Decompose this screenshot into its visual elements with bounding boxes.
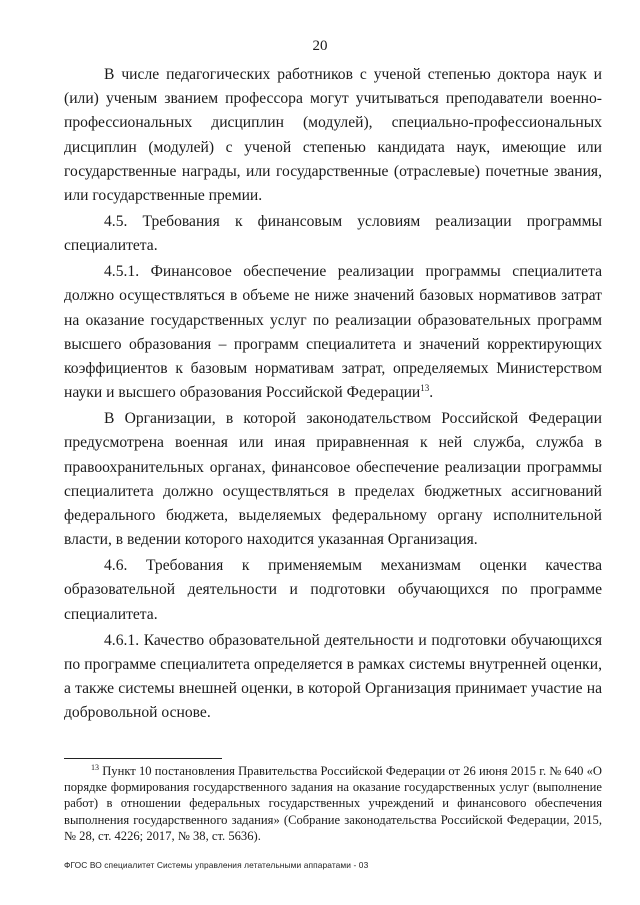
paragraph-4-5-1-text: 4.5.1. Финансовое обеспечение реализации программы специалитета должно осуществляться в объеме не ниже значений базовых нормативов затрат на оказание государственных услуг по реализации образовательных программ высшего образования – программ специалитета и значений корректирующих коэффициентов к базовым нормативам затрат, определяемых Министерством науки и высшего образования Российской Федерации [64, 263, 602, 402]
running-footer: ФГОС ВО специалитет Системы управления летательными аппаратами - 03 [64, 860, 369, 870]
page-number: 20 [312, 38, 328, 54]
heading-4-6-quality-assessment: 4.6. Требования к применяемым механизмам оценки качества образовательной деятельности и подготовки обучающихся по программе специалитета. [64, 557, 602, 623]
footnote-number: 13 [91, 763, 99, 772]
paragraph-4-5-1 [64, 260, 602, 405]
paragraph-4-5-1-tail: . [429, 384, 434, 402]
main-text [64, 63, 602, 727]
paragraph-military-service: В Организации, в которой законодательством Российской Федерации предусмотрена военная или иная приравненная к ней служба, служба в правоохранительных органах, финансовое обеспечение реализации программы специалитета должно осуществляться в пределах бюджетных ассигнований федерального бюджета, выделяемых федеральному органу исполнительной власти, в ведении которого находится указанная Организация. [64, 410, 602, 549]
footnote [64, 763, 602, 844]
footnote-divider [64, 758, 222, 759]
footnote-reference[interactable]: 13 [420, 383, 430, 394]
heading-4-5-financial-requirements: 4.5. Требования к финансовым условиям реализации программы специалитета. [64, 213, 602, 255]
paragraph-4-6-1: 4.6.1. Качество образовательной деятельности и подготовки обучающихся по программе специалитета определяется в рамках системы внутренней оценки, а также системы внешней оценки, в которой Организация принимает участие на добровольной основе. [64, 631, 602, 722]
footnotes [64, 763, 602, 844]
paragraph-teaching-staff: В числе педагогических работников с ученой степенью доктора наук и (или) ученым званием профессора могут учитываться преподаватели военно-профессиональных дисциплин (модулей), специально-профессиональных дисциплин (модулей) с ученой степенью кандидата наук, имеющие или государственные награды, или государственные (отраслевые) почетные звания, или государственные премии. [64, 66, 602, 205]
footnote-text: Пункт 10 постановления Правительства Российской Федерации от 26 июня 2015 г. № 640 «О порядке формирования государственного задания на оказание государственных услуг (выполнение работ) в отношении федеральных государственных учреждений и финансового обеспечения выполнения государственного задания» (Собрание законодательства Российской Федерации, 2015, № 28, ст. 4226; 2017, № 38, ст. 5636). [64, 764, 602, 843]
